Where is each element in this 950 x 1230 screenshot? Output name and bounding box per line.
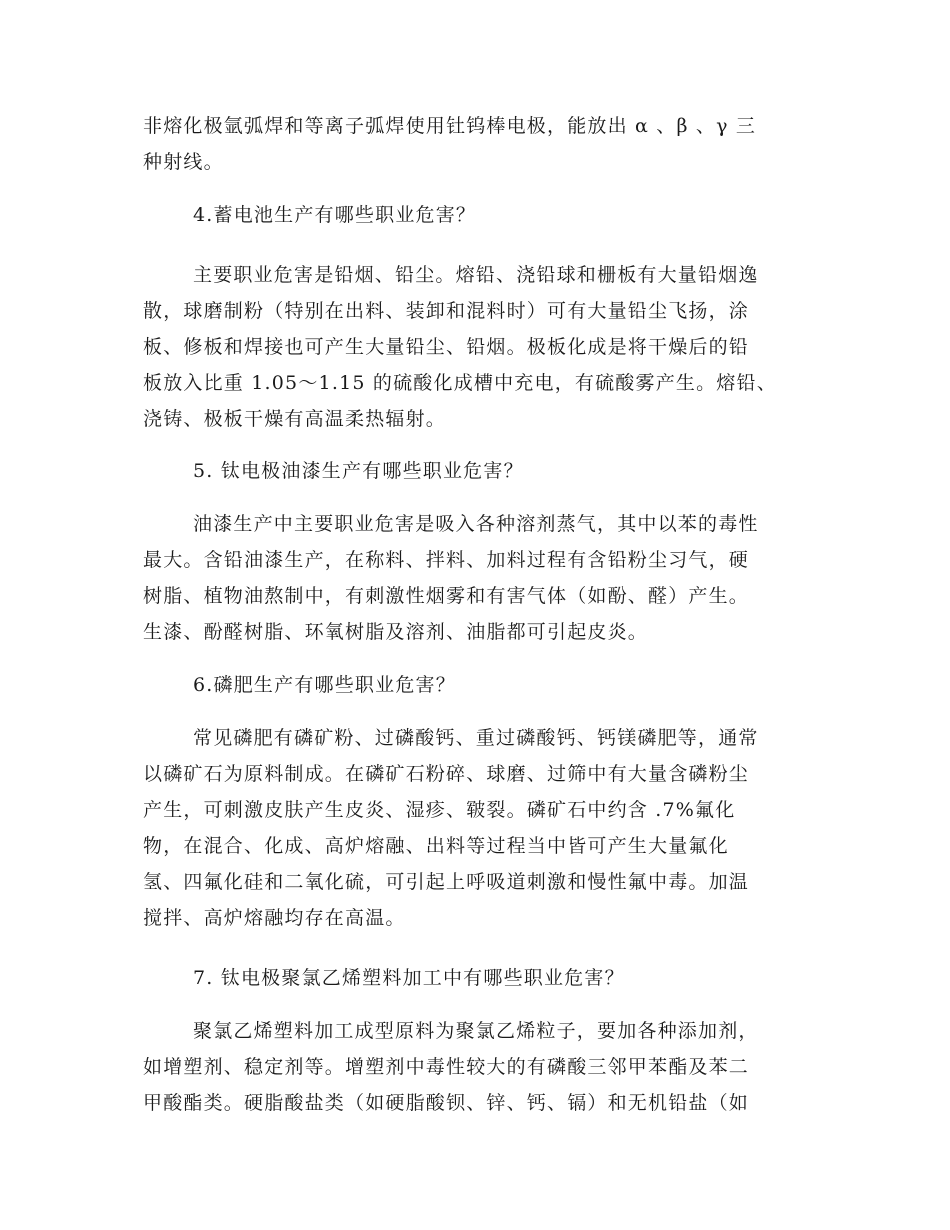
paragraph-paint-hazards: [143, 506, 823, 650]
paragraph-battery-hazards: [143, 257, 823, 437]
text-line: 如增塑剂、稳定剂等。增塑剂中毒性较大的有磷酸三邻甲苯酯及苯二: [143, 1056, 750, 1078]
text-line: 常见磷肥有磷矿粉、过磷酸钙、重过磷酸钙、钙镁磷肥等，通常: [193, 727, 759, 749]
text-line: 氢、四氟化硅和二氧化硫，可引起上呼吸道刺激和慢性氟中毒。加温: [143, 871, 750, 893]
text-line: 油漆生产中主要职业危害是吸入各种溶剂蒸气，其中以苯的毒性: [193, 513, 759, 535]
heading-battery-hazards: [143, 197, 823, 233]
text-line: 主要职业危害是铅烟、铅尘。熔铅、浇铅球和栅板有大量铅烟逸: [193, 264, 759, 286]
text-line: 最大。含铅油漆生产，在称料、拌料、加料过程有含铅粉尘习气，硬: [143, 549, 750, 571]
text-line: 板、修板和焊接也可产生大量铅尘、铅烟。极板化成是将干燥后的铅: [143, 336, 750, 358]
text-line: 种射线。: [143, 151, 224, 173]
text-line: 物，在混合、化成、高炉熔融、出料等过程当中皆可产生大量氟化: [143, 835, 729, 857]
text-line: 生漆、酚醛树脂、环氧树脂及溶剂、油脂都可引起皮炎。: [143, 621, 649, 643]
text-line: 板放入比重 1.05～1.15 的硫酸化成槽中充电，有硫酸雾产生。熔铅、: [143, 372, 777, 394]
text-line: 以磷矿石为原料制成。在磷矿石粉碎、球磨、过筛中有大量含磷粉尘: [143, 763, 750, 785]
paragraph-phosphate-hazards: [143, 720, 823, 936]
heading-phosphate-hazards: [143, 667, 823, 703]
heading-text: 7. 钛电极聚氯乙烯塑料加工中有哪些职业危害？: [193, 967, 625, 989]
heading-pvc-hazards: [143, 960, 823, 996]
text-line: 甲酸酯类。硬脂酸盐类（如硬脂酸钡、锌、钙、镉）和无机铅盐（如: [143, 1092, 750, 1114]
text-line: 树脂、植物油熬制中，有刺激性烟雾和有害气体（如酚、醛）产生。: [143, 585, 750, 607]
text-line: 浇铸、极板干燥有高温柔热辐射。: [143, 408, 447, 430]
text-line: 搅拌、高炉熔融均存在高温。: [143, 907, 406, 929]
heading-text: 4.蓄电池生产有哪些职业危害？: [193, 204, 477, 226]
text-line: 非熔化极氩弧焊和等离子弧焊使用钍钨棒电极，能放出 α 、β 、γ 三: [143, 115, 757, 137]
text-line: 产生，可刺激皮肤产生皮炎、湿疹、皲裂。磷矿石中约含 .7%氟化: [143, 799, 736, 821]
paragraph-pvc-hazards: [143, 1013, 823, 1121]
heading-text: 5. 钛电极油漆生产有哪些职业危害？: [193, 460, 524, 482]
text-line: 聚氯乙烯塑料加工成型原料为聚氯乙烯粒子，要加各种添加剂，: [193, 1020, 759, 1042]
heading-paint-hazards: [143, 453, 823, 489]
paragraph-radiation-continuation: [143, 108, 823, 180]
heading-text: 6.磷肥生产有哪些职业危害？: [193, 674, 456, 696]
text-line: 散，球磨制粉（特别在出料、装卸和混料时）可有大量铅尘飞扬，涂: [143, 300, 750, 322]
